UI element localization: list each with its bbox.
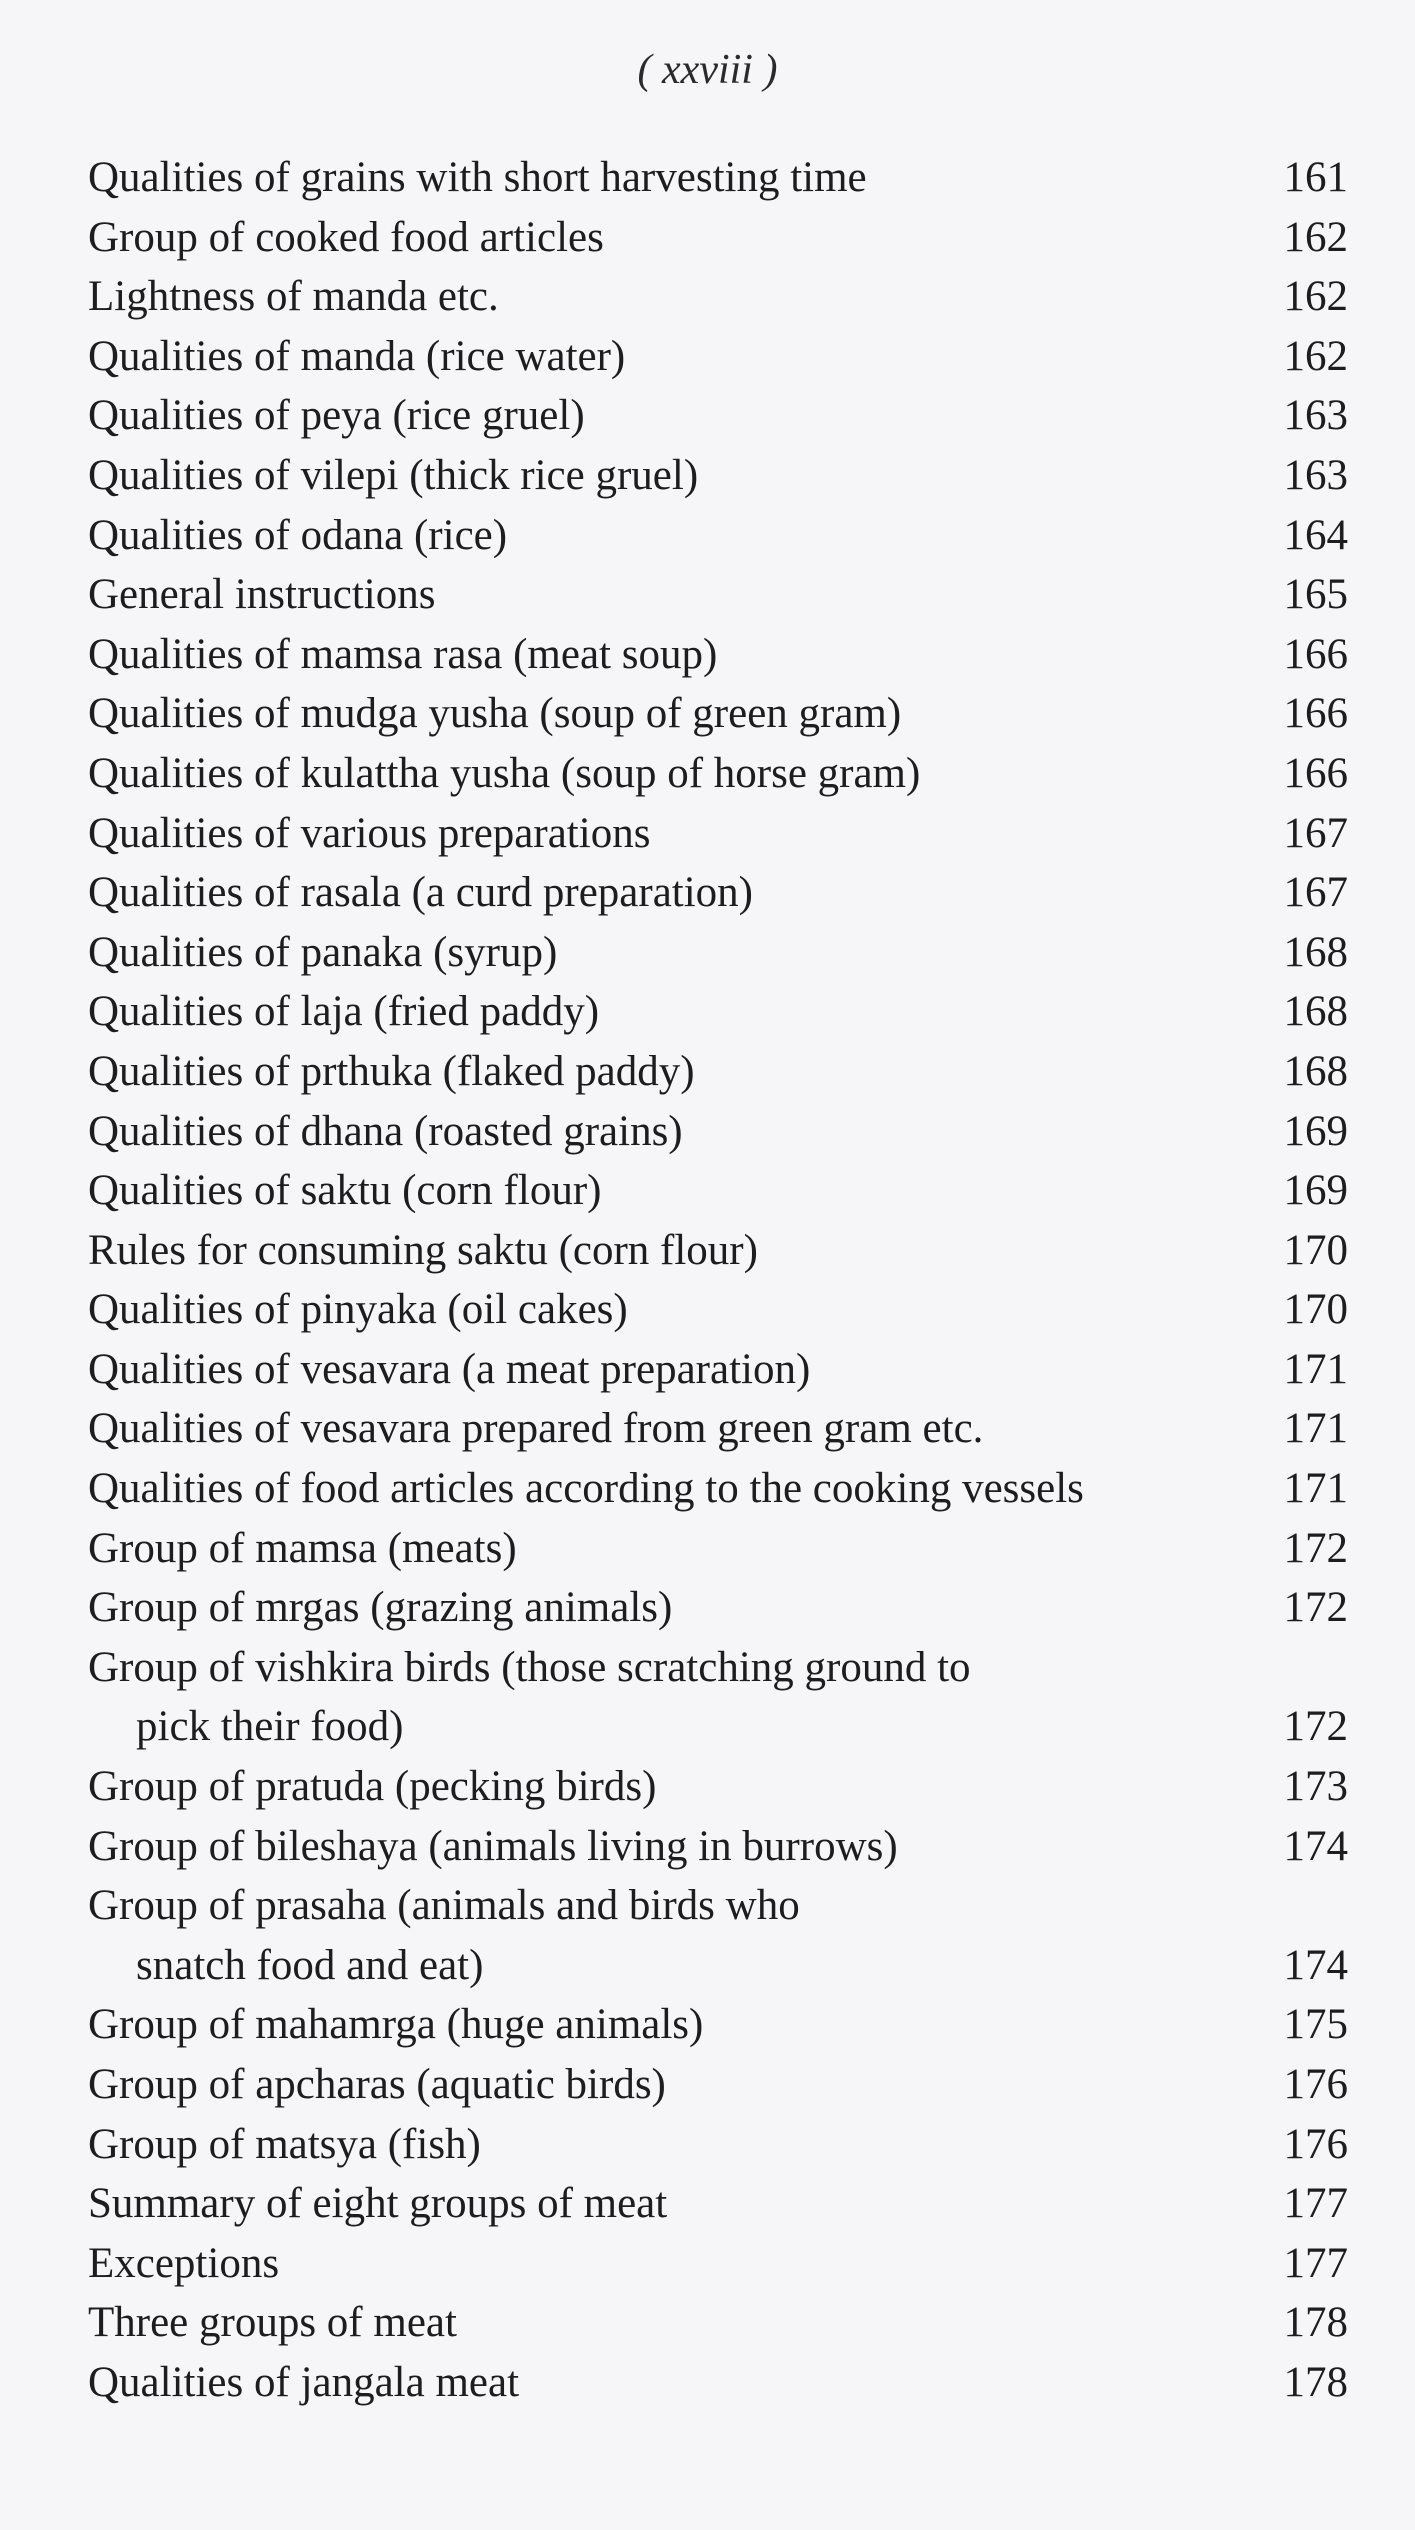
toc-entry [88, 2293, 1348, 2353]
toc-entry [88, 684, 1348, 744]
toc-entry-title [88, 923, 1238, 983]
toc-entry-title [88, 1995, 1238, 2055]
toc-entry-title-line: Rules for consuming saktu (corn flour) [88, 1226, 758, 1274]
toc-entry [88, 744, 1348, 804]
toc-entry-page-number: 171 [1283, 1465, 1348, 1513]
toc-entry-title-line: Group of mahamrga (huge animals) [88, 2001, 704, 2049]
toc-entry-page-number: 163 [1283, 451, 1348, 499]
toc-entry-title-line: Qualities of dhana (roasted grains) [88, 1107, 683, 1155]
toc-entry-title [88, 1876, 1238, 1995]
toc-entry-title-line: Qualities of food articles according to the cooking vessels [88, 1465, 1084, 1513]
table-of-contents [88, 148, 1348, 2413]
toc-entry-title-line: Qualities of vesavara (a meat preparation) [88, 1345, 811, 1393]
toc-entry-title-line: Group of prasaha (animals and birds who [88, 1882, 800, 1930]
toc-entry-title [88, 1042, 1238, 1102]
toc-entry [88, 446, 1348, 506]
toc-entry-title-line: Exceptions [88, 2239, 280, 2287]
toc-entry-title-line: Qualities of various preparations [88, 809, 651, 857]
toc-entry [88, 2234, 1348, 2294]
toc-entry-page-number: 162 [1283, 273, 1348, 321]
toc-entry-title-line: Qualities of vilepi (thick rice gruel) [88, 451, 699, 499]
toc-entry-title [88, 208, 1238, 268]
toc-entry-page-number: 176 [1283, 2061, 1348, 2108]
toc-entry-page-number: 167 [1283, 869, 1348, 917]
toc-entry-title-line: Qualities of mudga yusha (soup of green gram) [88, 690, 902, 738]
toc-entry [88, 148, 1348, 208]
toc-entry-title-line: Group of mamsa (meats) [88, 1524, 517, 1572]
toc-entry-title-line: Summary of eight groups of meat [88, 2180, 668, 2228]
toc-entry-page-number: 171 [1283, 1405, 1348, 1453]
toc-entry-page-number: 178 [1283, 2358, 1348, 2406]
toc-entry [88, 982, 1348, 1042]
toc-entry-title-line: Qualities of saktu (corn flour) [88, 1167, 602, 1215]
toc-entry-title [88, 2234, 1238, 2294]
toc-entry [88, 1578, 1348, 1638]
toc-entry-page-number: 169 [1283, 1107, 1348, 1155]
toc-entry-title-line: Group of matsya (fish) [88, 2120, 481, 2168]
toc-entry-title [88, 327, 1238, 387]
toc-entry [88, 1221, 1348, 1281]
toc-entry-page-number: 171 [1283, 1345, 1348, 1393]
toc-entry-title [88, 2055, 1238, 2115]
toc-entry-title-line: Qualities of grains with short harvesting time [88, 154, 867, 201]
toc-entry-title [88, 267, 1238, 327]
toc-entry-title [88, 148, 1238, 208]
toc-entry-title [88, 1340, 1238, 1400]
toc-entry [88, 1102, 1348, 1162]
toc-entry-page-number: 172 [1283, 1703, 1348, 1751]
toc-entry [88, 386, 1348, 446]
toc-entry-title-line: Qualities of vesavara prepared from green gram etc. [88, 1405, 984, 1453]
toc-entry-page-number: 162 [1283, 332, 1348, 380]
toc-entry [88, 1042, 1348, 1102]
toc-entry-title [88, 1280, 1238, 1340]
toc-entry-title [88, 1757, 1238, 1817]
toc-entry-title [88, 625, 1238, 685]
toc-entry-title [88, 1519, 1238, 1579]
toc-entry-title-line: Group of cooked food articles [88, 213, 604, 261]
toc-entry-title-line: Qualities of odana (rice) [88, 511, 508, 559]
toc-entry-page-number: 173 [1283, 1763, 1348, 1811]
toc-entry [88, 863, 1348, 923]
toc-entry-page-number: 172 [1283, 1584, 1348, 1632]
toc-entry-title [88, 565, 1238, 625]
toc-entry-title-line: Lightness of manda etc. [88, 273, 499, 321]
toc-entry [88, 2353, 1348, 2413]
toc-entry-page-number: 177 [1283, 2239, 1348, 2287]
toc-entry-title [88, 506, 1238, 566]
toc-entry-title [88, 2174, 1238, 2234]
toc-entry-title-line: Group of pratuda (pecking birds) [88, 1763, 657, 1811]
toc-entry-title-continuation: pick their food) [136, 1703, 404, 1751]
toc-entry-page-number: 175 [1283, 2001, 1348, 2049]
toc-entry-page-number: 170 [1283, 1226, 1348, 1274]
toc-entry-page-number: 168 [1283, 988, 1348, 1036]
toc-entry [88, 506, 1348, 566]
toc-entry-title-line: Three groups of meat [88, 2299, 457, 2347]
toc-entry [88, 1817, 1348, 1877]
toc-entry [88, 1757, 1348, 1817]
toc-entry-title [88, 744, 1238, 804]
toc-entry-page-number: 169 [1283, 1167, 1348, 1215]
page-numeral: ( xxviii ) [637, 47, 778, 93]
toc-entry [88, 625, 1348, 685]
toc-entry [88, 327, 1348, 387]
toc-entry-page-number: 162 [1283, 213, 1348, 261]
toc-entry-title [88, 1102, 1238, 1162]
toc-entry-title-line: Group of apcharas (aquatic birds) [88, 2061, 666, 2108]
toc-entry-title [88, 1817, 1238, 1877]
toc-entry-title-line: Group of mrgas (grazing animals) [88, 1584, 673, 1632]
toc-entry [88, 2174, 1348, 2234]
toc-entry-title [88, 804, 1238, 864]
toc-entry-title-line: Qualities of laja (fried paddy) [88, 988, 600, 1036]
toc-entry [88, 1399, 1348, 1459]
toc-entry [88, 1519, 1348, 1579]
toc-entry-page-number: 166 [1283, 749, 1348, 797]
toc-entry-title [88, 1221, 1238, 1281]
toc-entry-page-number: 167 [1283, 809, 1348, 857]
toc-entry [88, 1161, 1348, 1221]
toc-entry-page-number: 177 [1283, 2180, 1348, 2228]
toc-entry-page-number: 161 [1283, 154, 1348, 201]
toc-entry [88, 1459, 1348, 1519]
toc-entry-title-line: Qualities of pinyaka (oil cakes) [88, 1286, 628, 1334]
toc-entry-page-number: 166 [1283, 690, 1348, 738]
toc-entry-title [88, 446, 1238, 506]
toc-entry [88, 565, 1348, 625]
toc-entry [88, 1995, 1348, 2055]
toc-entry-title-line: Group of bileshaya (animals living in burrows) [88, 1822, 898, 1870]
toc-entry [88, 923, 1348, 983]
toc-entry-title-line: Qualities of rasala (a curd preparation) [88, 869, 753, 917]
toc-entry-title-line: Qualities of jangala meat [88, 2358, 520, 2406]
toc-entry [88, 267, 1348, 327]
toc-entry-page-number: 165 [1283, 571, 1348, 619]
toc-entry-title-line: Qualities of manda (rice water) [88, 332, 626, 380]
toc-entry [88, 2055, 1348, 2115]
toc-entry-title [88, 684, 1238, 744]
toc-entry [88, 1340, 1348, 1400]
toc-entry-page-number: 166 [1283, 630, 1348, 678]
toc-entry [88, 1638, 1348, 1757]
toc-entry-page-number: 178 [1283, 2299, 1348, 2347]
toc-entry [88, 1280, 1348, 1340]
toc-entry-title [88, 1459, 1238, 1519]
toc-entry-page-number: 174 [1283, 1941, 1348, 1989]
toc-entry-title [88, 2353, 1238, 2413]
toc-entry-page-number: 176 [1283, 2120, 1348, 2168]
toc-entry-page-number: 170 [1283, 1286, 1348, 1334]
toc-entry-title-line: Qualities of mamsa rasa (meat soup) [88, 630, 718, 678]
toc-entry-title [88, 1638, 1238, 1757]
toc-entry-page-number: 168 [1283, 1047, 1348, 1095]
toc-entry [88, 2115, 1348, 2175]
toc-entry-page-number: 174 [1283, 1822, 1348, 1870]
toc-entry-title [88, 386, 1238, 446]
toc-entry [88, 804, 1348, 864]
toc-entry-page-number: 164 [1283, 511, 1348, 559]
toc-entry-title [88, 2293, 1238, 2353]
toc-entry-title [88, 1161, 1238, 1221]
toc-entry-page-number: 163 [1283, 392, 1348, 440]
toc-entry-title-line: Qualities of panaka (syrup) [88, 928, 558, 976]
toc-entry-title [88, 2115, 1238, 2175]
toc-entry-title-line: Qualities of kulattha yusha (soup of horse gram) [88, 749, 921, 797]
toc-entry-title-line: Qualities of peya (rice gruel) [88, 392, 585, 440]
toc-entry [88, 1876, 1348, 1995]
toc-entry-title [88, 863, 1238, 923]
toc-entry-title-line: Group of vishkira birds (those scratching ground to [88, 1643, 971, 1691]
toc-entry-title [88, 1578, 1238, 1638]
toc-entry-page-number: 168 [1283, 928, 1348, 976]
toc-entry-title [88, 1399, 1238, 1459]
toc-entry [88, 208, 1348, 268]
toc-entry-title-continuation: snatch food and eat) [136, 1941, 484, 1989]
toc-entry-title-line: Qualities of prthuka (flaked paddy) [88, 1047, 695, 1095]
toc-entry-title-line: General instructions [88, 571, 436, 619]
toc-entry-title [88, 982, 1238, 1042]
toc-entry-page-number: 172 [1283, 1524, 1348, 1572]
